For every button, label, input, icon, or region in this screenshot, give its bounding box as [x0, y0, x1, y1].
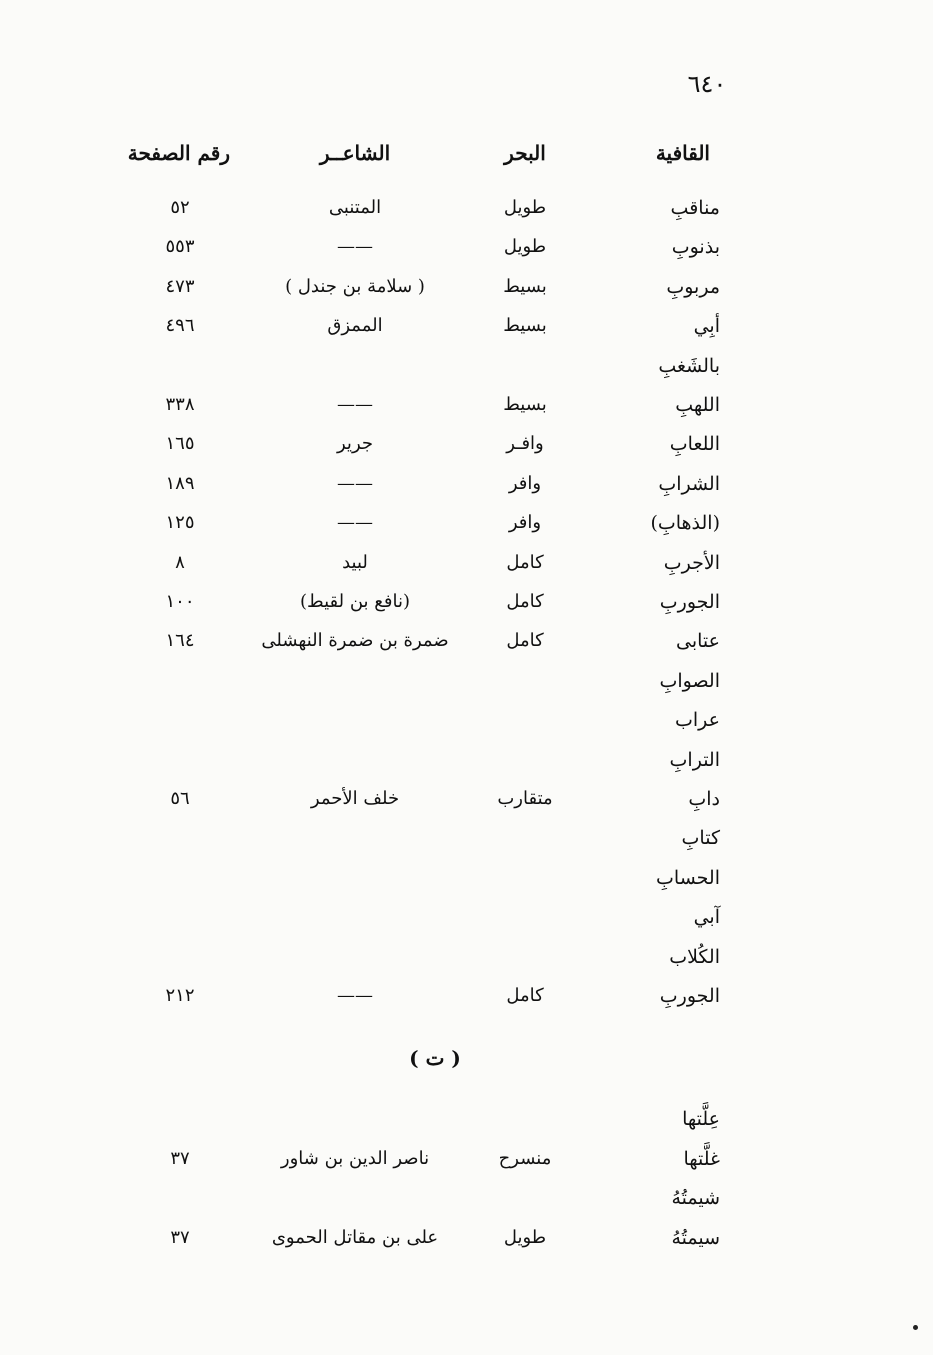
cell-page — [130, 705, 230, 735]
cell-poet: الممزق — [327, 315, 383, 337]
cell-rhyme: آبي — [693, 906, 720, 929]
cell-poet: ( سلامة بن جندل ) — [285, 275, 425, 297]
cell-rhyme: الترابِ — [669, 748, 720, 771]
cell-rhyme: كتابِ — [681, 827, 720, 850]
cell-page: ٥٥٣ — [165, 236, 195, 258]
table-row — [0, 548, 933, 578]
cell-poet: ضمرة بن ضمرة النهشلى — [261, 630, 449, 652]
cell-page: ٤٩٦ — [165, 315, 195, 337]
cell-rhyme: (الذهابِ) — [650, 512, 720, 535]
cell-poet: لبيد — [342, 551, 368, 573]
cell-page: ٨ — [175, 551, 185, 573]
cell-rhyme: أبِي — [693, 315, 720, 338]
cell-poet — [240, 351, 470, 381]
table-row — [0, 508, 933, 538]
header-page: رقم الصفحة — [127, 141, 230, 165]
cell-poet — [240, 823, 470, 853]
table-row — [0, 1183, 933, 1213]
cell-page: ٥٦ — [170, 788, 190, 809]
table-row — [0, 863, 933, 893]
cell-poet: جرير — [337, 433, 373, 455]
cell-rhyme: عِلَّتها — [682, 1108, 720, 1130]
cell-poet — [240, 942, 470, 972]
table-row — [0, 1223, 933, 1253]
cell-rhyme: دابِ — [688, 788, 720, 810]
cell-rhyme: سيمتُهُ — [671, 1227, 720, 1250]
cell-meter: وافر — [508, 512, 542, 534]
cell-rhyme: عراب — [675, 709, 720, 732]
cell-page: ٢١٢ — [165, 985, 195, 1006]
cell-rhyme: بالشَغبِ — [658, 354, 720, 377]
table-row — [0, 351, 933, 381]
cell-meter — [470, 942, 580, 972]
cell-meter: بسيط — [503, 394, 547, 415]
header-poet: الشاعــر — [319, 141, 391, 165]
cell-poet: خلف الأحمر — [310, 788, 400, 809]
table-row — [0, 902, 933, 932]
cell-rhyme: الصوابِ — [659, 669, 720, 692]
cell-poet: ناصر الدين بن شاور — [280, 1147, 430, 1169]
cell-rhyme: غلَّتها — [683, 1147, 720, 1170]
cell-page: ١٢٥ — [165, 512, 195, 534]
table-row — [0, 745, 933, 775]
table-row — [0, 390, 933, 420]
cell-meter — [470, 745, 580, 775]
cell-poet: (نافع بن لقيط) — [300, 591, 410, 612]
table-row — [0, 981, 933, 1011]
cell-meter — [470, 705, 580, 735]
cell-page: ١٠٠ — [165, 591, 195, 612]
table-row — [0, 232, 933, 262]
page-speck — [913, 1325, 918, 1330]
cell-meter: متقارب — [497, 788, 553, 809]
table-row — [0, 705, 933, 735]
cell-meter: كامل — [506, 591, 544, 612]
table-row — [0, 587, 933, 617]
cell-meter: طويل — [503, 236, 547, 258]
table-row — [0, 311, 933, 341]
table-row — [0, 469, 933, 499]
cell-page: ٣٧ — [170, 1227, 190, 1249]
cell-rhyme: شيمتُهُ — [671, 1187, 720, 1210]
cell-meter: منسرح — [498, 1147, 552, 1169]
cell-meter: بسيط — [503, 315, 547, 337]
cell-poet: المتنبى — [328, 197, 382, 218]
section-heading-t: ( ت ) — [409, 1046, 461, 1070]
cell-page: ٤٧٣ — [165, 275, 195, 297]
cell-page: ١٦٥ — [165, 433, 195, 455]
cell-page — [130, 902, 230, 932]
cell-page — [130, 942, 230, 972]
table-row — [0, 272, 933, 302]
cell-meter: كامل — [506, 630, 544, 652]
cell-rhyme: الجوربِ — [659, 985, 720, 1007]
cell-meter: كامل — [506, 985, 544, 1006]
page-number: ٦٤٠ — [687, 70, 727, 98]
cell-poet — [240, 1183, 470, 1213]
table-row — [0, 666, 933, 696]
cell-page — [130, 1183, 230, 1213]
cell-meter: طويل — [503, 197, 547, 218]
table-row — [0, 193, 933, 223]
cell-meter — [470, 1104, 580, 1134]
cell-poet: على بن مقاتل الحموى — [271, 1227, 439, 1249]
cell-meter — [470, 863, 580, 893]
table-row — [0, 429, 933, 459]
cell-poet: —— — [337, 512, 373, 534]
cell-page: ٥٢ — [170, 197, 190, 218]
cell-meter — [470, 823, 580, 853]
cell-meter: طويل — [503, 1227, 547, 1249]
cell-meter — [470, 666, 580, 696]
cell-rhyme: اللهبِ — [675, 394, 720, 416]
cell-meter: كامل — [506, 551, 544, 573]
table-row — [0, 1104, 933, 1134]
cell-rhyme: الجوربِ — [659, 591, 720, 613]
cell-rhyme: اللعابِ — [669, 433, 720, 456]
cell-poet — [240, 745, 470, 775]
cell-poet: —— — [337, 985, 373, 1006]
cell-rhyme: الأجربِ — [663, 551, 720, 574]
cell-poet: —— — [337, 236, 373, 258]
table-row — [0, 1144, 933, 1174]
cell-page — [130, 351, 230, 381]
table-row — [0, 942, 933, 972]
cell-rhyme: الكُلاب — [669, 945, 720, 968]
cell-meter: وافـر — [506, 433, 544, 455]
table-row — [0, 626, 933, 656]
cell-poet — [240, 1104, 470, 1134]
header-rhyme: القافية — [655, 141, 710, 165]
cell-poet: —— — [337, 394, 373, 415]
cell-page — [130, 666, 230, 696]
cell-rhyme: مناقبِ — [670, 197, 720, 219]
cell-page: ٣٧ — [170, 1147, 190, 1169]
cell-poet — [240, 666, 470, 696]
cell-poet — [240, 863, 470, 893]
cell-page: ١٨٩ — [165, 472, 195, 494]
cell-poet: —— — [337, 472, 373, 494]
table-row — [0, 823, 933, 853]
cell-page: ٣٣٨ — [165, 394, 195, 415]
cell-rhyme: عتابى — [676, 630, 720, 653]
table-row — [0, 784, 933, 814]
cell-poet — [240, 902, 470, 932]
table-header — [0, 138, 933, 168]
cell-meter — [470, 1183, 580, 1213]
cell-page — [130, 823, 230, 853]
cell-rhyme: الشرابِ — [658, 472, 720, 495]
cell-page — [130, 863, 230, 893]
cell-poet — [240, 705, 470, 735]
header-meter: البحر — [504, 141, 546, 165]
cell-rhyme: الحسابِ — [656, 866, 720, 889]
cell-rhyme: بذنوبِ — [671, 236, 720, 259]
cell-meter: بسيط — [503, 275, 547, 297]
cell-rhyme: مربوبِ — [666, 275, 720, 298]
cell-page: ١٦٤ — [165, 630, 195, 652]
cell-meter: وافر — [508, 472, 542, 494]
cell-meter — [470, 902, 580, 932]
cell-page — [130, 1104, 230, 1134]
cell-page — [130, 745, 230, 775]
cell-meter — [470, 351, 580, 381]
